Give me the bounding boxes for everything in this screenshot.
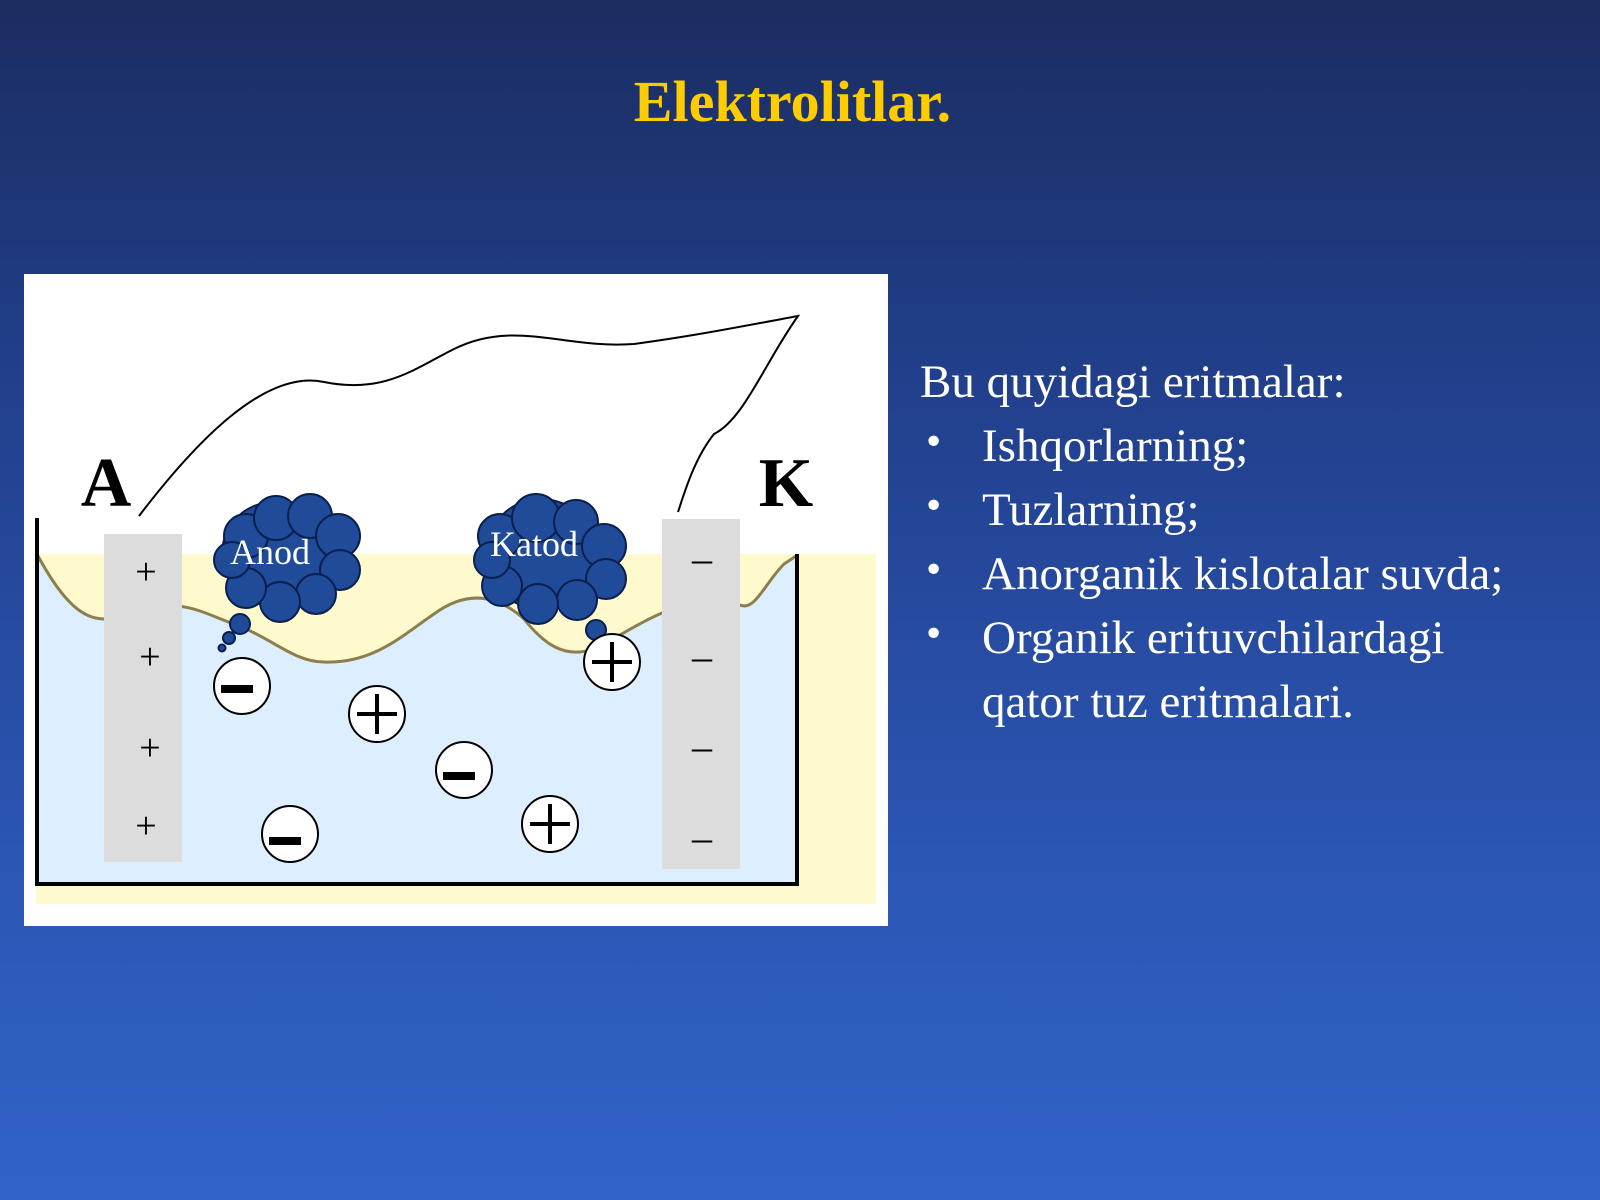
anode-bubble-label: Anod (230, 532, 310, 572)
cathode-sign: – (692, 634, 712, 679)
cathode-sign: – (692, 724, 712, 769)
list-item (920, 414, 1590, 478)
cation (584, 634, 640, 690)
cation (522, 796, 578, 852)
list-item (920, 542, 1590, 606)
anion (214, 658, 270, 714)
anode-sign: + (139, 636, 161, 678)
bullet-icon: • (923, 614, 945, 655)
bullet-icon: • (923, 422, 945, 463)
list-item-text: Organik erituvchilardagi qator tuz eritmalari. (982, 612, 1445, 728)
list-item-text: Anorganik kislotalar suvda; (982, 548, 1504, 600)
anion (262, 806, 318, 862)
cathode-bubble-label: Katod (490, 524, 578, 564)
list-item-text: Ishqorlarning; (982, 420, 1249, 472)
electrolyte-description (920, 350, 1590, 734)
anode-sign: + (135, 805, 157, 847)
anode-letter: A (80, 445, 132, 522)
bullet-icon: • (923, 486, 945, 527)
intro-text: Bu quyidagi eritmalar: (920, 356, 1346, 408)
cathode-letter: K (758, 445, 814, 522)
bullet-icon: • (923, 550, 945, 591)
list-item-text: Tuzlarning; (982, 484, 1200, 536)
list-item (920, 478, 1590, 542)
cathode-sign: – (692, 536, 712, 581)
anode-sign: + (139, 727, 161, 769)
cation (349, 686, 405, 742)
list-item (920, 606, 1542, 734)
cathode-sign: – (692, 815, 712, 860)
anode-sign: + (135, 551, 157, 593)
anion (436, 742, 492, 798)
electrolysis-cell-svg (24, 274, 888, 926)
slide-title: Elektrolitlar. (633, 69, 952, 134)
electrolyte-list (920, 414, 1590, 734)
electrolysis-diagram (24, 274, 888, 926)
